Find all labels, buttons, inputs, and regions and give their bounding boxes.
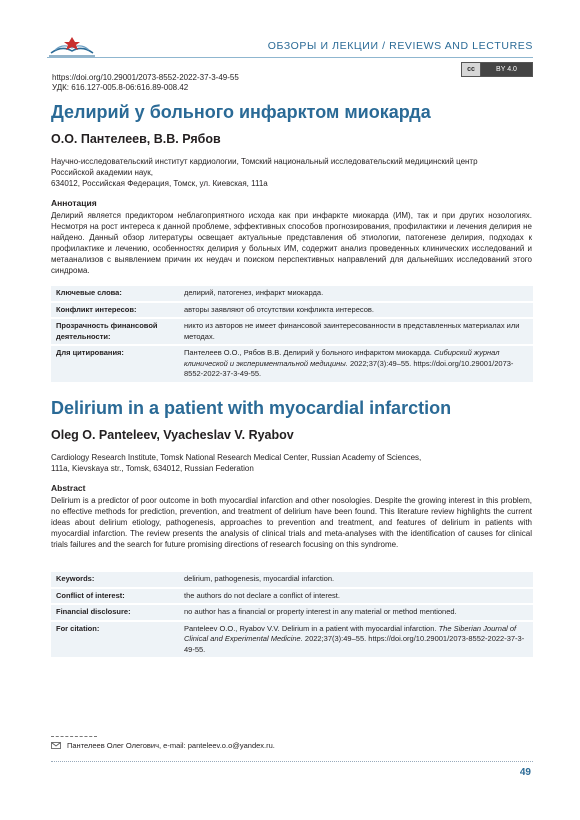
corresponding-author	[51, 741, 275, 750]
affiliation-line: 111a, Kievskaya str., Tomsk, 634012, Russian Federation	[51, 464, 254, 473]
table-row	[51, 319, 533, 344]
info-label: Конфликт интересов:	[51, 303, 176, 318]
citation-journal: Сибирский журнал клинической и экспериментальной медицины.	[184, 348, 500, 368]
info-value: delirium, pathogenesis, myocardial infarction.	[176, 572, 533, 587]
abstract-text-ru: Делирий является предиктором неблагоприятного исхода как при инфаркте миокарда (ИМ), так и при других нозологиях. Несмотря на рост интереса к данной проблеме, эффективных способов прогнозирования, профилактики и лечения делирия не найдено. Данный обзор литературы освещает актуальные представления об этиологии, патогенезе делирия, подходах к профилактике и лечению, особенностях делирия у больных ИМ, содержит анализ проведенных клинических исследований и метаанализов с выявлением причин их неудач и поиском перспективных направлений для дальнейших исследований этого синдрома.	[51, 211, 532, 275]
affiliation-line: 634012, Российская Федерация, Томск, ул. Киевская, 111а	[51, 179, 268, 188]
affiliation-line: Cardiology Research Institute, Tomsk National Research Medical Center, Russian Academy of Sciences,	[51, 453, 422, 462]
table-row	[51, 589, 533, 604]
citation-value	[176, 346, 533, 382]
info-label: Ключевые слова:	[51, 286, 176, 301]
citation-details: 2022;37(3):49–55. https://doi.org/10.29001/2073-8552-2022-37-3-49-55.	[184, 634, 525, 654]
license-label: BY 4.0	[481, 63, 532, 76]
citation-label: For citation:	[51, 622, 176, 658]
abstract-text-en: Delirium is a predictor of poor outcome in both myocardial infarction and other nosologies. Despite the growing interest in this problem, no effective methods for prediction, prevention, and treatment of delirium have been found. This literature review highlights the current ideas about delirium etiology, pathogenesis, approaches to prevention and treatment, and features of delirium in patients with myocardial infarction. The review presents the analysis of clinical trials and meta-analyses with the identification of causes for clinical trials failures and the search for future promising directions of research focusing on this syndrome.	[51, 496, 532, 549]
affiliation-ru	[51, 156, 531, 189]
page-number: 49	[519, 767, 531, 778]
table-row	[51, 303, 533, 318]
header-divider	[47, 57, 533, 58]
info-table-ru	[51, 284, 533, 384]
page-footer-divider	[51, 761, 533, 762]
table-row	[51, 346, 533, 382]
udc-code: УДК: 616.127-005.8-06:616.89-008.42	[52, 83, 189, 92]
info-label: Keywords:	[51, 572, 176, 587]
article-title-ru: Делирий у больного инфарктом миокарда	[51, 102, 431, 122]
table-row	[51, 572, 533, 587]
article-title-en: Delirium in a patient with myocardial infarction	[51, 398, 452, 418]
affiliation-en	[51, 452, 531, 474]
info-label: Conflict of interest:	[51, 589, 176, 604]
journal-logo	[47, 33, 97, 59]
cc-icon: cc	[462, 63, 481, 76]
doi-link[interactable]: https://doi.org/10.29001/2073-8552-2022-37-3-49-55	[52, 73, 239, 82]
table-row	[51, 286, 533, 301]
info-value: делирий, патогенез, инфаркт миокарда.	[176, 286, 533, 301]
table-row	[51, 605, 533, 620]
authors-ru: О.О. Пантелеев, В.В. Рябов	[51, 132, 221, 146]
citation-label: Для цитирования:	[51, 346, 176, 382]
authors-en: Oleg O. Panteleev, Vyacheslav V. Ryabov	[51, 428, 294, 442]
info-label: Financial disclosure:	[51, 605, 176, 620]
citation-details: 2022;37(3):49–55. https://doi.org/10.29001/2073-8552-2022-37-3-49-55.	[184, 358, 514, 378]
license-badge[interactable]	[461, 62, 533, 77]
info-value: no author has a financial or property interest in any material or method mentioned.	[176, 605, 533, 620]
footnote-divider	[51, 736, 97, 737]
footnote-text: Пантелеев Олег Олегович, e-mail: panteleev.o.o@yandex.ru.	[67, 741, 275, 750]
table-row	[51, 622, 533, 658]
citation-authors: Пантелеев О.О., Рябов В.В. Делирий у больного инфарктом миокарда.	[184, 348, 434, 357]
info-table-en	[51, 570, 533, 659]
section-header: ОБЗОРЫ И ЛЕКЦИИ / REVIEWS AND LECTURES	[267, 40, 533, 52]
citation-journal: The Siberian Journal of Clinical and Experimental Medicine.	[184, 623, 517, 643]
info-value: никто из авторов не имеет финансовой заинтересованности в представленных материалах или методах.	[176, 319, 533, 344]
info-value: the authors do not declare a conflict of interest.	[176, 589, 533, 604]
envelope-icon	[51, 742, 61, 749]
citation-value	[176, 622, 533, 658]
citation-authors: Panteleev O.O., Ryabov V.V. Delirium in a patient with myocardial infarction.	[184, 623, 439, 633]
info-label: Прозрачность финансовой деятельности:	[51, 319, 176, 344]
abstract-heading-en: Abstract	[51, 483, 86, 493]
info-value: авторы заявляют об отсутствии конфликта интересов.	[176, 303, 533, 318]
affiliation-line: Российской академии наук,	[51, 168, 153, 177]
abstract-heading-ru: Аннотация	[51, 198, 97, 208]
affiliation-line: Научно-исследовательский институт кардиологии, Томский национальный исследовательский медицинский центр	[51, 157, 478, 166]
